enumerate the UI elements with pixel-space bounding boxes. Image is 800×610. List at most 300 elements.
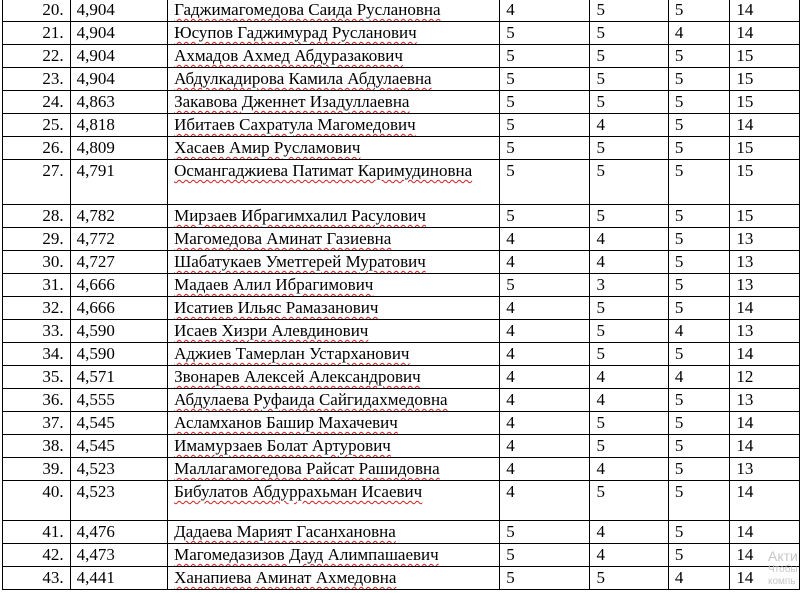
table-row bbox=[3, 343, 800, 366]
total-cell-text: 15 bbox=[736, 138, 754, 157]
total-cell-text: 13 bbox=[736, 321, 754, 340]
grade-1-cell-text: 4 bbox=[506, 413, 515, 432]
grade-2-cell bbox=[590, 320, 668, 343]
table-row bbox=[3, 45, 800, 68]
grade-3-cell bbox=[668, 205, 730, 228]
name-cell-text: Мадаев Алил Ибрагимович bbox=[174, 275, 374, 294]
grade-2-cell-text: 5 bbox=[596, 69, 605, 88]
row-number-text: 30. bbox=[42, 252, 64, 271]
grade-1-cell bbox=[500, 412, 590, 435]
row-number bbox=[3, 274, 71, 297]
grade-1-cell-text: 5 bbox=[506, 23, 515, 42]
total-cell-text: 14 bbox=[736, 436, 754, 455]
score-cell-text: 4,863 bbox=[76, 92, 115, 111]
score-cell bbox=[70, 567, 167, 590]
grade-2-cell-text: 4 bbox=[596, 229, 605, 248]
score-cell-text: 4,666 bbox=[76, 298, 115, 317]
score-cell-text: 4,727 bbox=[76, 252, 115, 271]
grade-1-cell-text: 4 bbox=[506, 229, 515, 248]
grade-3-cell bbox=[668, 22, 730, 45]
score-cell bbox=[70, 205, 167, 228]
grade-1-cell bbox=[500, 45, 590, 68]
grade-1-cell-text: 4 bbox=[506, 436, 515, 455]
grade-3-cell bbox=[668, 389, 730, 412]
score-cell-text: 4,523 bbox=[76, 482, 115, 501]
name-cell bbox=[168, 521, 500, 544]
row-number-text: 31. bbox=[42, 275, 64, 294]
grade-1-cell-text: 5 bbox=[506, 92, 515, 111]
grade-1-cell-text: 5 bbox=[506, 522, 515, 541]
total-cell-text: 14 bbox=[736, 115, 754, 134]
name-cell bbox=[168, 160, 500, 205]
name-cell-text: Асламханов Башир Махачевич bbox=[174, 413, 398, 432]
total-cell-text: 15 bbox=[736, 206, 754, 225]
table-row bbox=[3, 389, 800, 412]
score-cell-text: 4,666 bbox=[76, 275, 115, 294]
score-cell bbox=[70, 412, 167, 435]
grade-1-cell bbox=[500, 544, 590, 567]
score-cell bbox=[70, 137, 167, 160]
table-row bbox=[3, 274, 800, 297]
table-row bbox=[3, 481, 800, 521]
row-number bbox=[3, 297, 71, 320]
grade-2-cell bbox=[590, 45, 668, 68]
name-cell bbox=[168, 458, 500, 481]
table-row bbox=[3, 205, 800, 228]
grade-1-cell bbox=[500, 160, 590, 205]
table-row bbox=[3, 160, 800, 205]
total-cell bbox=[730, 114, 800, 137]
name-cell-text: Хасаев Амир Русламович bbox=[174, 138, 361, 157]
grade-2-cell bbox=[590, 137, 668, 160]
score-cell bbox=[70, 22, 167, 45]
grade-1-cell-text: 4 bbox=[506, 482, 515, 501]
score-cell bbox=[70, 274, 167, 297]
name-cell bbox=[168, 567, 500, 590]
score-cell-text: 4,782 bbox=[76, 206, 115, 225]
grade-2-cell bbox=[590, 435, 668, 458]
row-number-text: 35. bbox=[42, 367, 64, 386]
grade-2-cell bbox=[590, 297, 668, 320]
grade-2-cell-text: 3 bbox=[596, 275, 605, 294]
grade-1-cell-text: 4 bbox=[506, 0, 515, 19]
score-cell bbox=[70, 228, 167, 251]
row-number bbox=[3, 458, 71, 481]
grade-1-cell bbox=[500, 366, 590, 389]
grade-1-cell-text: 4 bbox=[506, 459, 515, 478]
watermark-line-2: Чтобы bbox=[768, 564, 798, 575]
name-cell bbox=[168, 68, 500, 91]
total-cell bbox=[730, 228, 800, 251]
total-cell bbox=[730, 91, 800, 114]
row-number bbox=[3, 389, 71, 412]
grade-1-cell-text: 4 bbox=[506, 252, 515, 271]
grade-1-cell bbox=[500, 137, 590, 160]
grade-2-cell-text: 5 bbox=[596, 23, 605, 42]
grade-3-cell-text: 5 bbox=[674, 413, 684, 432]
table-row bbox=[3, 521, 800, 544]
row-number-text: 39. bbox=[42, 459, 64, 478]
score-cell-text: 4,904 bbox=[76, 46, 115, 65]
row-number bbox=[3, 91, 71, 114]
grade-3-cell-text: 5 bbox=[674, 206, 684, 225]
grade-3-cell-text: 5 bbox=[674, 69, 684, 88]
total-cell bbox=[730, 544, 800, 567]
total-cell bbox=[730, 412, 800, 435]
row-number bbox=[3, 228, 71, 251]
name-cell-text: Исатиев Ильяс Рамазанович bbox=[174, 298, 379, 317]
table-row bbox=[3, 366, 800, 389]
table-row bbox=[3, 68, 800, 91]
total-cell-text: 14 bbox=[736, 482, 754, 501]
table-row bbox=[3, 251, 800, 274]
grade-2-cell bbox=[590, 458, 668, 481]
watermark-line-3: компь bbox=[768, 576, 796, 587]
name-cell bbox=[168, 481, 500, 521]
total-cell bbox=[730, 366, 800, 389]
grade-2-cell-text: 4 bbox=[596, 459, 605, 478]
score-cell-text: 4,809 bbox=[76, 138, 115, 157]
row-number bbox=[3, 114, 71, 137]
row-number-text: 38. bbox=[42, 436, 64, 455]
name-cell bbox=[168, 366, 500, 389]
grade-3-cell bbox=[668, 0, 730, 22]
row-number bbox=[3, 366, 71, 389]
name-cell-text: Магомедова Аминат Газиевна bbox=[174, 229, 392, 248]
grade-1-cell bbox=[500, 567, 590, 590]
grade-3-cell bbox=[668, 320, 730, 343]
grade-3-cell bbox=[668, 91, 730, 114]
grade-1-cell bbox=[500, 22, 590, 45]
grade-2-cell-text: 5 bbox=[596, 436, 605, 455]
grade-3-cell-text: 5 bbox=[674, 46, 684, 65]
name-cell bbox=[168, 137, 500, 160]
grade-1-cell-text: 5 bbox=[506, 138, 515, 157]
total-cell-text: 15 bbox=[736, 46, 754, 65]
grade-3-cell bbox=[668, 45, 730, 68]
grade-1-cell-text: 5 bbox=[506, 206, 515, 225]
grade-3-cell bbox=[668, 160, 730, 205]
grade-3-cell-text: 5 bbox=[674, 436, 684, 455]
grade-3-cell-text: 5 bbox=[674, 92, 684, 111]
grade-1-cell-text: 4 bbox=[506, 344, 515, 363]
grade-2-cell-text: 5 bbox=[596, 92, 605, 111]
row-number bbox=[3, 567, 71, 590]
grade-1-cell-text: 5 bbox=[506, 568, 515, 587]
name-cell-text: Имамурзаев Болат Артурович bbox=[174, 436, 391, 455]
grade-2-cell-text: 5 bbox=[596, 46, 605, 65]
name-cell-text: Закавова Дженнет Изадуллаевна bbox=[174, 92, 410, 111]
table-row bbox=[3, 91, 800, 114]
row-number-text: 40. bbox=[42, 482, 64, 501]
grade-3-cell-text: 4 bbox=[674, 568, 684, 587]
row-number-text: 41. bbox=[42, 522, 64, 541]
grade-3-cell-text: 5 bbox=[674, 138, 684, 157]
grade-1-cell-text: 5 bbox=[506, 275, 515, 294]
score-cell-text: 4,545 bbox=[76, 436, 115, 455]
grade-3-cell-text: 5 bbox=[674, 459, 684, 478]
total-cell bbox=[730, 389, 800, 412]
name-cell bbox=[168, 412, 500, 435]
name-cell-text: Маллагамогедова Райсат Рашидовна bbox=[174, 459, 440, 478]
total-cell-text: 13 bbox=[736, 229, 754, 248]
row-number-text: 42. bbox=[42, 545, 64, 564]
name-cell bbox=[168, 91, 500, 114]
grade-3-cell-text: 5 bbox=[674, 298, 684, 317]
total-cell-text: 15 bbox=[736, 92, 754, 111]
grade-1-cell bbox=[500, 521, 590, 544]
name-cell-text: Абдулкадирова Камила Абдулаевна bbox=[174, 69, 432, 88]
grade-1-cell-text: 5 bbox=[506, 46, 515, 65]
grade-3-cell-text: 5 bbox=[674, 275, 684, 294]
grade-3-cell-text: 5 bbox=[674, 161, 684, 180]
table-row bbox=[3, 114, 800, 137]
grade-3-cell-text: 5 bbox=[674, 522, 684, 541]
row-number-text: 37. bbox=[42, 413, 64, 432]
row-number bbox=[3, 205, 71, 228]
grade-1-cell-text: 5 bbox=[506, 115, 515, 134]
name-cell-text: Ахмадов Ахмед Абдуразакович bbox=[174, 46, 403, 65]
grade-2-cell bbox=[590, 22, 668, 45]
grade-3-cell-text: 5 bbox=[674, 115, 684, 134]
score-cell bbox=[70, 544, 167, 567]
grade-3-cell bbox=[668, 297, 730, 320]
name-cell-text: Аджиев Тамерлан Устарханович bbox=[174, 344, 410, 363]
grade-3-cell-text: 4 bbox=[674, 367, 684, 386]
grade-2-cell-text: 5 bbox=[596, 413, 605, 432]
grade-2-cell bbox=[590, 68, 668, 91]
grade-3-cell-text: 5 bbox=[674, 545, 684, 564]
name-cell-text: Мирзаев Ибрагимхалил Расулович bbox=[174, 206, 426, 225]
score-cell-text: 4,523 bbox=[76, 459, 115, 478]
grade-1-cell bbox=[500, 114, 590, 137]
name-cell bbox=[168, 274, 500, 297]
grade-1-cell bbox=[500, 320, 590, 343]
row-number-text: 43. bbox=[42, 568, 64, 587]
score-cell bbox=[70, 366, 167, 389]
row-number bbox=[3, 160, 71, 205]
row-number bbox=[3, 137, 71, 160]
name-cell bbox=[168, 251, 500, 274]
score-cell bbox=[70, 0, 167, 22]
total-cell bbox=[730, 160, 800, 205]
grade-2-cell-text: 4 bbox=[596, 252, 605, 271]
score-cell bbox=[70, 521, 167, 544]
grade-1-cell bbox=[500, 481, 590, 521]
total-cell bbox=[730, 435, 800, 458]
grade-1-cell bbox=[500, 458, 590, 481]
name-cell-text: Дадаева Марият Гасанхановна bbox=[174, 522, 396, 541]
grade-3-cell bbox=[668, 544, 730, 567]
grade-3-cell-text: 5 bbox=[674, 390, 684, 409]
total-cell bbox=[730, 137, 800, 160]
grade-2-cell-text: 5 bbox=[596, 298, 605, 317]
total-cell bbox=[730, 567, 800, 590]
name-cell bbox=[168, 320, 500, 343]
grade-3-cell bbox=[668, 68, 730, 91]
score-cell-text: 4,772 bbox=[76, 229, 115, 248]
grade-1-cell bbox=[500, 228, 590, 251]
grade-3-cell-text: 5 bbox=[674, 0, 684, 19]
grade-2-cell bbox=[590, 412, 668, 435]
score-cell bbox=[70, 251, 167, 274]
grade-3-cell bbox=[668, 412, 730, 435]
total-cell-text: 14 bbox=[736, 568, 754, 587]
row-number bbox=[3, 412, 71, 435]
row-number-text: 23. bbox=[42, 69, 64, 88]
total-cell bbox=[730, 343, 800, 366]
row-number bbox=[3, 0, 71, 22]
row-number-text: 29. bbox=[42, 229, 64, 248]
grade-2-cell bbox=[590, 544, 668, 567]
row-number bbox=[3, 343, 71, 366]
name-cell-text: Абдулаева Руфаида Сайгидахмедовна bbox=[174, 390, 448, 409]
table-row bbox=[3, 228, 800, 251]
total-cell bbox=[730, 45, 800, 68]
grade-1-cell bbox=[500, 0, 590, 22]
score-cell bbox=[70, 91, 167, 114]
row-number-text: 20. bbox=[42, 0, 64, 19]
grade-1-cell bbox=[500, 91, 590, 114]
name-cell-text: Ибитаев Сахратула Магомедович bbox=[174, 115, 416, 134]
score-cell-text: 4,545 bbox=[76, 413, 115, 432]
table-row bbox=[3, 22, 800, 45]
score-cell-text: 4,904 bbox=[76, 69, 115, 88]
grade-1-cell bbox=[500, 435, 590, 458]
grade-3-cell-text: 5 bbox=[674, 344, 684, 363]
row-number bbox=[3, 68, 71, 91]
grade-1-cell bbox=[500, 205, 590, 228]
row-number-text: 21. bbox=[42, 23, 64, 42]
row-number bbox=[3, 320, 71, 343]
grade-2-cell bbox=[590, 366, 668, 389]
grade-2-cell bbox=[590, 343, 668, 366]
grade-2-cell bbox=[590, 389, 668, 412]
grade-2-cell bbox=[590, 274, 668, 297]
grade-3-cell bbox=[668, 366, 730, 389]
name-cell bbox=[168, 114, 500, 137]
table-row bbox=[3, 567, 800, 590]
grade-3-cell-text: 5 bbox=[674, 252, 684, 271]
score-cell-text: 4,904 bbox=[76, 23, 115, 42]
score-cell bbox=[70, 481, 167, 521]
row-number-text: 36. bbox=[42, 390, 64, 409]
total-cell bbox=[730, 320, 800, 343]
name-cell-text: Шабатукаев Уметгерей Муратович bbox=[174, 252, 426, 271]
total-cell-text: 15 bbox=[736, 69, 754, 88]
grade-1-cell bbox=[500, 343, 590, 366]
grade-1-cell-text: 5 bbox=[506, 545, 515, 564]
total-cell bbox=[730, 521, 800, 544]
total-cell-text: 13 bbox=[736, 252, 754, 271]
score-cell bbox=[70, 45, 167, 68]
total-cell-text: 14 bbox=[736, 545, 754, 564]
score-cell-text: 4,818 bbox=[76, 115, 115, 134]
watermark-line-1: Акти bbox=[768, 548, 798, 564]
grade-2-cell bbox=[590, 205, 668, 228]
grade-3-cell bbox=[668, 343, 730, 366]
score-cell bbox=[70, 68, 167, 91]
grade-2-cell-text: 5 bbox=[596, 482, 605, 501]
grade-2-cell bbox=[590, 567, 668, 590]
total-cell bbox=[730, 458, 800, 481]
score-cell bbox=[70, 297, 167, 320]
grade-2-cell-text: 5 bbox=[596, 138, 605, 157]
score-cell bbox=[70, 160, 167, 205]
grade-3-cell bbox=[668, 567, 730, 590]
total-cell-text: 13 bbox=[736, 459, 754, 478]
score-cell-text: 4,555 bbox=[76, 390, 115, 409]
grade-2-cell-text: 4 bbox=[596, 115, 605, 134]
name-cell-text: Османгаджиева Патимат Каримудиновна bbox=[174, 161, 473, 180]
score-cell bbox=[70, 114, 167, 137]
name-cell bbox=[168, 45, 500, 68]
grade-2-cell-text: 5 bbox=[596, 0, 605, 19]
score-cell bbox=[70, 343, 167, 366]
name-cell bbox=[168, 389, 500, 412]
score-cell-text: 4,473 bbox=[76, 545, 115, 564]
grade-2-cell bbox=[590, 114, 668, 137]
total-cell-text: 15 bbox=[736, 161, 754, 180]
total-cell bbox=[730, 22, 800, 45]
row-number bbox=[3, 22, 71, 45]
grade-3-cell bbox=[668, 114, 730, 137]
table-row bbox=[3, 412, 800, 435]
grade-3-cell-text: 5 bbox=[674, 229, 684, 248]
score-cell-text: 4,441 bbox=[76, 568, 115, 587]
row-number-text: 24. bbox=[42, 92, 64, 111]
row-number-text: 33. bbox=[42, 321, 64, 340]
grade-3-cell-text: 4 bbox=[674, 23, 684, 42]
grade-1-cell bbox=[500, 297, 590, 320]
name-cell-text: Гаджимагомедова Саида Руслановна bbox=[174, 0, 441, 19]
grade-3-cell bbox=[668, 137, 730, 160]
score-cell-text: 4,904 bbox=[76, 0, 115, 19]
total-cell-text: 13 bbox=[736, 390, 754, 409]
score-cell-text: 4,590 bbox=[76, 344, 115, 363]
score-cell-text: 4,571 bbox=[76, 367, 115, 386]
total-cell bbox=[730, 205, 800, 228]
grade-1-cell-text: 4 bbox=[506, 390, 515, 409]
name-cell-text: Исаев Хизри Алевдинович bbox=[174, 321, 369, 340]
grade-2-cell-text: 4 bbox=[596, 390, 605, 409]
name-cell bbox=[168, 343, 500, 366]
grade-1-cell bbox=[500, 251, 590, 274]
row-number bbox=[3, 521, 71, 544]
grade-2-cell bbox=[590, 160, 668, 205]
grade-3-cell bbox=[668, 435, 730, 458]
name-cell-text: Звонарев Алексей Александрович bbox=[174, 367, 421, 386]
row-number-text: 25. bbox=[42, 115, 64, 134]
total-cell-text: 14 bbox=[736, 0, 754, 19]
name-cell bbox=[168, 205, 500, 228]
grade-1-cell-text: 4 bbox=[506, 367, 515, 386]
grade-2-cell bbox=[590, 481, 668, 521]
name-cell bbox=[168, 0, 500, 22]
row-number bbox=[3, 481, 71, 521]
name-cell-text: Ханапиева Аминат Ахмедовна bbox=[174, 568, 397, 587]
score-cell-text: 4,791 bbox=[76, 161, 115, 180]
grade-2-cell-text: 5 bbox=[596, 206, 605, 225]
table-row bbox=[3, 435, 800, 458]
grade-1-cell-text: 5 bbox=[506, 161, 515, 180]
name-cell-text: Магомедазизов Дауд Алимпашаевич bbox=[174, 545, 439, 564]
total-cell bbox=[730, 297, 800, 320]
name-cell bbox=[168, 297, 500, 320]
row-number-text: 34. bbox=[42, 344, 64, 363]
row-number bbox=[3, 45, 71, 68]
grade-3-cell-text: 5 bbox=[674, 482, 684, 501]
